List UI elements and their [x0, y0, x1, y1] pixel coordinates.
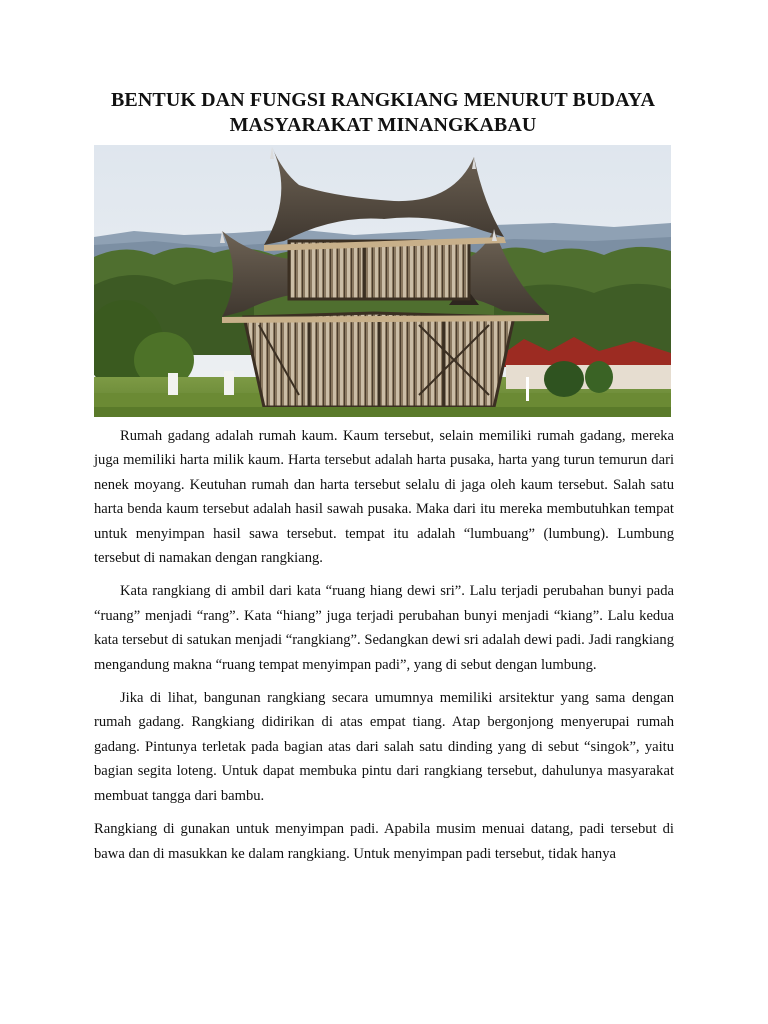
title-line-1: BENTUK DAN FUNGSI RANGKIANG MENURUT BUDAYA [110, 89, 656, 111]
article-body [94, 424, 674, 875]
title-line-2: MASYARAKAT MINANGKABAU [229, 114, 537, 136]
paragraph-3: Jika di lihat, bangunan rangkiang secara umumnya memiliki arsitektur yang sama dengan rumah gadang. Rangkiang didirikan di atas empat tiang. Atap bergonjong menyerupai rumah gadang. Pintunya terletak pada bagian atas dari salah satu dinding yang di sebut “singok”, yaitu bagian segita loteng. Untuk dapat membuka pintu dari rangkiang tersebut, dahulunya masyarakat membuat tangga dari bambu. [94, 690, 674, 804]
page-title [94, 88, 672, 138]
paragraph-1: Rumah gadang adalah rumah kaum. Kaum tersebut, selain memiliki rumah gadang, mereka juga memiliki harta milik kaum. Harta tersebut adalah harta pusaka, harta yang turun temurun dari nenek moyang. Keutuhan rumah dan harta tersebut selalu di jaga oleh kaum tersebut. Salah satu harta benda kaum tersebut adalah hasil sawah pusaka. Maka dari itu mereka membutuhkan tempat untuk menyimpan hasil sawa tersebut. tempat itu adalah “lumbuang” (lumbung). Lumbung tersebut di namakan dengan rangkiang. [94, 428, 674, 567]
paragraph-2: Kata rangkiang di ambil dari kata “ruang hiang dewi sri”. Lalu terjadi perubahan bunyi pada “ruang” menjadi “rang”. Kata “hiang” juga terjadi perubahan bunyi menjadi “kiang”. Lalu kedua kata tersebut di satukan menjadi “rangkiang”. Sedangkan dewi sri adalah dewi padi. Jadi rangkiang mengandung makna “ruang tempat menyimpan padi”, yang di sebut dengan lumbung. [94, 583, 674, 673]
paragraph-4: Rangkiang di gunakan untuk menyimpan padi. Apabila musim menuai datang, padi tersebut di bawa dan di masukkan ke dalam rangkiang. Untuk menyimpan padi tersebut, tidak hanya [94, 821, 674, 862]
rangkiang-photo [94, 145, 671, 417]
